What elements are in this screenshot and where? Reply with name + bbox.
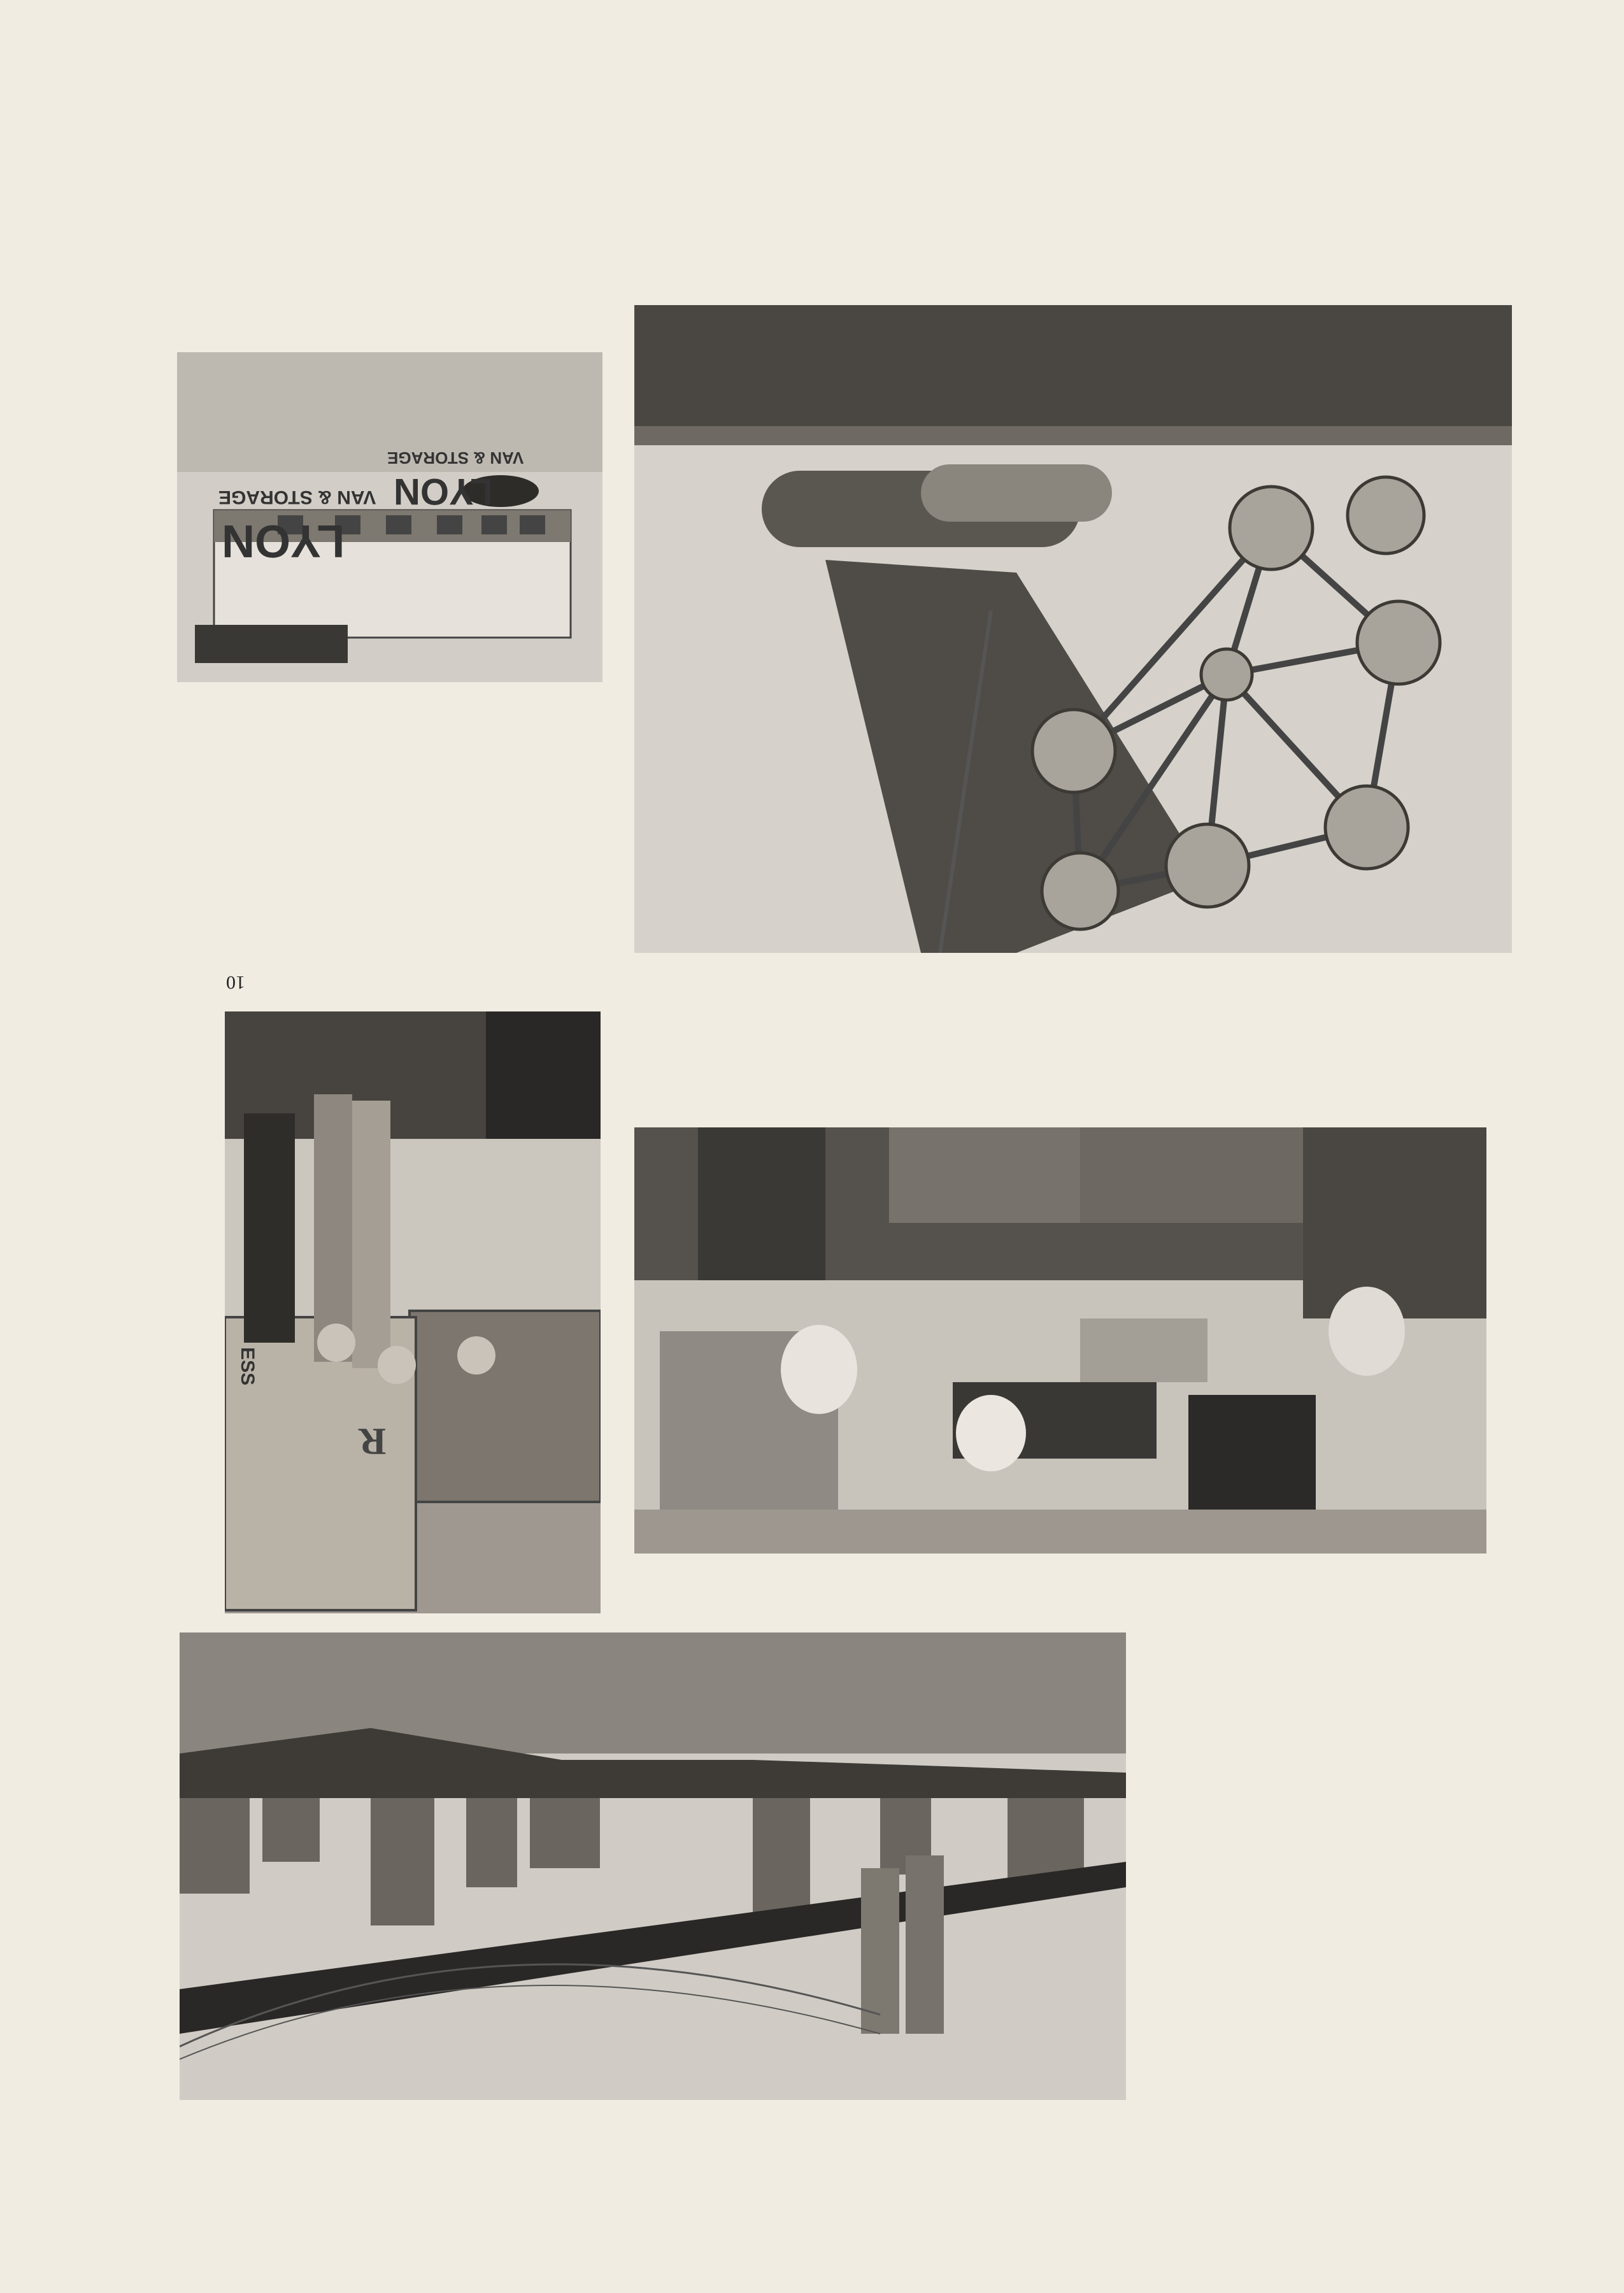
structure-photo — [634, 305, 1512, 953]
moving-truck-photo — [177, 352, 602, 682]
page-number: 10 — [226, 972, 245, 993]
crate-text-2: R — [359, 1420, 387, 1462]
truck-sign-tagline-2: VAN & STORAGE — [387, 448, 524, 468]
truck-sign-brand: LYON — [222, 515, 345, 566]
crate-text-1: ESS — [237, 1347, 259, 1386]
bridge-photo — [180, 1632, 1126, 2100]
truck-sign-tagline: VAN & STORAGE — [218, 487, 376, 508]
truck-sign-brand-2: LYON — [394, 471, 493, 512]
crates-photo — [225, 1011, 601, 1613]
office-photo — [634, 1127, 1486, 1554]
